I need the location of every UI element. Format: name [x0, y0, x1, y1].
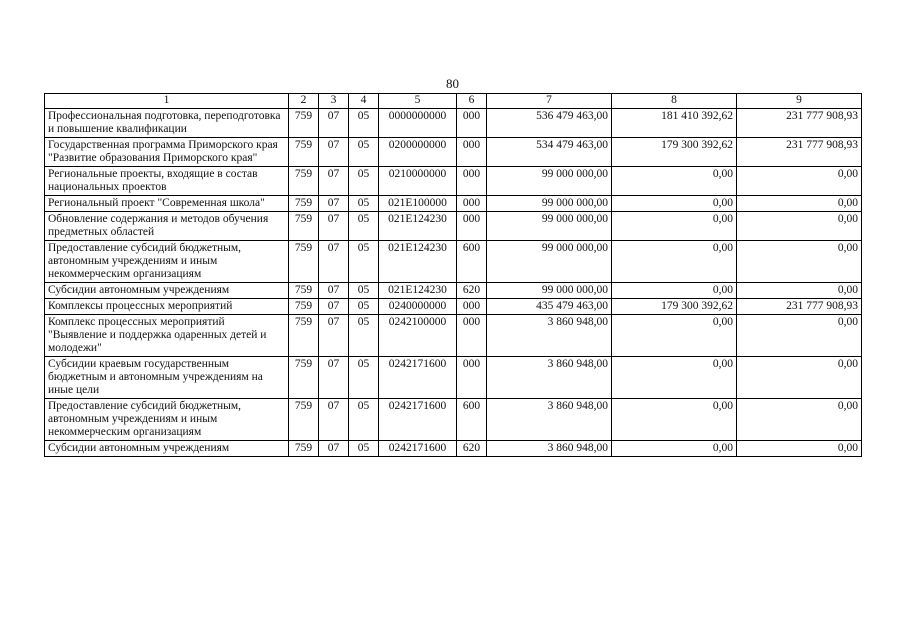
row-amount-col8-cell: 0,00: [612, 212, 737, 241]
row-amount-col7-cell: 99 000 000,00: [487, 196, 612, 212]
row-amount-col9-cell: 231 777 908,93: [737, 299, 862, 315]
row-section-cell: 07: [319, 441, 349, 457]
row-amount-col8-cell: 0,00: [612, 357, 737, 399]
table-row: [45, 441, 862, 457]
row-section-cell: 07: [319, 138, 349, 167]
row-admin-code-cell: 759: [289, 241, 319, 283]
row-name-cell: Предоставление субсидий бюджетным, автономным учреждениям и иным некоммерческим организациям: [45, 399, 289, 441]
row-subsection-cell: 05: [349, 109, 379, 138]
row-admin-code-cell: 759: [289, 196, 319, 212]
header-col-2: 2: [289, 94, 319, 109]
row-subsection-cell: 05: [349, 299, 379, 315]
row-subsection-cell: 05: [349, 441, 379, 457]
row-amount-col9-cell: 0,00: [737, 399, 862, 441]
row-name-cell: Предоставление субсидий бюджетным, автономным учреждениям и иным некоммерческим организациям: [45, 241, 289, 283]
row-amount-col9-cell: 0,00: [737, 241, 862, 283]
row-subsection-cell: 05: [349, 357, 379, 399]
row-amount-col8-cell: 0,00: [612, 315, 737, 357]
row-expense-type-cell: 600: [457, 399, 487, 441]
header-col-8: 8: [612, 94, 737, 109]
row-target-article-cell: 0242171600: [379, 357, 457, 399]
row-admin-code-cell: 759: [289, 283, 319, 299]
row-amount-col7-cell: 99 000 000,00: [487, 212, 612, 241]
row-name-cell: Комплексы процессных мероприятий: [45, 299, 289, 315]
row-amount-col8-cell: 181 410 392,62: [612, 109, 737, 138]
row-name-cell: Государственная программа Приморского края "Развитие образования Приморского края": [45, 138, 289, 167]
row-section-cell: 07: [319, 299, 349, 315]
row-target-article-cell: 021Е124230: [379, 241, 457, 283]
row-section-cell: 07: [319, 196, 349, 212]
row-target-article-cell: 0210000000: [379, 167, 457, 196]
row-amount-col9-cell: 0,00: [737, 167, 862, 196]
row-amount-col8-cell: 0,00: [612, 441, 737, 457]
row-admin-code-cell: 759: [289, 138, 319, 167]
row-expense-type-cell: 000: [457, 138, 487, 167]
row-section-cell: 07: [319, 167, 349, 196]
row-subsection-cell: 05: [349, 212, 379, 241]
row-amount-col9-cell: 0,00: [737, 196, 862, 212]
row-name-cell: Профессиональная подготовка, переподготовка и повышение квалификации: [45, 109, 289, 138]
row-name-cell: Комплекс процессных мероприятий "Выявление и поддержка одаренных детей и молодежи": [45, 315, 289, 357]
row-target-article-cell: 021Е124230: [379, 212, 457, 241]
table-row: [45, 315, 862, 357]
row-subsection-cell: 05: [349, 138, 379, 167]
table-row: [45, 399, 862, 441]
table-body: [45, 109, 862, 457]
row-section-cell: 07: [319, 399, 349, 441]
row-admin-code-cell: 759: [289, 109, 319, 138]
page-number: 80: [446, 76, 459, 91]
row-subsection-cell: 05: [349, 196, 379, 212]
row-section-cell: 07: [319, 241, 349, 283]
table-row: [45, 138, 862, 167]
row-subsection-cell: 05: [349, 315, 379, 357]
row-amount-col7-cell: 3 860 948,00: [487, 441, 612, 457]
header-col-7: 7: [487, 94, 612, 109]
row-amount-col7-cell: 99 000 000,00: [487, 241, 612, 283]
row-name-cell: Обновление содержания и методов обучения предметных областей: [45, 212, 289, 241]
row-expense-type-cell: 000: [457, 167, 487, 196]
row-expense-type-cell: 000: [457, 212, 487, 241]
row-admin-code-cell: 759: [289, 212, 319, 241]
budget-table: [44, 93, 862, 457]
row-name-cell: Субсидии автономным учреждениям: [45, 283, 289, 299]
row-target-article-cell: 0240000000: [379, 299, 457, 315]
row-admin-code-cell: 759: [289, 299, 319, 315]
row-expense-type-cell: 000: [457, 357, 487, 399]
header-col-3: 3: [319, 94, 349, 109]
row-name-cell: Субсидии краевым государственным бюджетным и автономным учреждениям на иные цели: [45, 357, 289, 399]
row-name-cell: Субсидии автономным учреждениям: [45, 441, 289, 457]
header-col-9: 9: [737, 94, 862, 109]
table-row: [45, 167, 862, 196]
row-amount-col7-cell: 534 479 463,00: [487, 138, 612, 167]
row-target-article-cell: 0242171600: [379, 441, 457, 457]
row-target-article-cell: 0000000000: [379, 109, 457, 138]
row-target-article-cell: 0200000000: [379, 138, 457, 167]
row-amount-col7-cell: 3 860 948,00: [487, 399, 612, 441]
row-target-article-cell: 021Е100000: [379, 196, 457, 212]
row-section-cell: 07: [319, 315, 349, 357]
row-amount-col8-cell: 0,00: [612, 241, 737, 283]
row-amount-col9-cell: 231 777 908,93: [737, 109, 862, 138]
row-expense-type-cell: 000: [457, 299, 487, 315]
row-section-cell: 07: [319, 283, 349, 299]
row-expense-type-cell: 620: [457, 441, 487, 457]
row-name-cell: Региональные проекты, входящие в состав национальных проектов: [45, 167, 289, 196]
header-col-4: 4: [349, 94, 379, 109]
row-amount-col9-cell: 0,00: [737, 315, 862, 357]
header-row: [45, 94, 862, 109]
row-amount-col9-cell: 0,00: [737, 441, 862, 457]
row-amount-col8-cell: 0,00: [612, 399, 737, 441]
header-col-1: 1: [45, 94, 289, 109]
row-amount-col7-cell: 536 479 463,00: [487, 109, 612, 138]
row-section-cell: 07: [319, 212, 349, 241]
row-expense-type-cell: 000: [457, 315, 487, 357]
row-amount-col9-cell: 0,00: [737, 212, 862, 241]
row-admin-code-cell: 759: [289, 441, 319, 457]
row-admin-code-cell: 759: [289, 167, 319, 196]
row-expense-type-cell: 620: [457, 283, 487, 299]
row-section-cell: 07: [319, 357, 349, 399]
row-amount-col8-cell: 179 300 392,62: [612, 299, 737, 315]
table-row: [45, 357, 862, 399]
row-subsection-cell: 05: [349, 283, 379, 299]
row-target-article-cell: 021Е124230: [379, 283, 457, 299]
table-row: [45, 109, 862, 138]
row-amount-col7-cell: 3 860 948,00: [487, 315, 612, 357]
row-admin-code-cell: 759: [289, 399, 319, 441]
table-row: [45, 241, 862, 283]
row-amount-col9-cell: 0,00: [737, 357, 862, 399]
row-subsection-cell: 05: [349, 167, 379, 196]
row-amount-col7-cell: 99 000 000,00: [487, 283, 612, 299]
row-admin-code-cell: 759: [289, 357, 319, 399]
row-admin-code-cell: 759: [289, 315, 319, 357]
row-expense-type-cell: 000: [457, 196, 487, 212]
header-col-6: 6: [457, 94, 487, 109]
row-subsection-cell: 05: [349, 399, 379, 441]
table-row: [45, 212, 862, 241]
row-amount-col7-cell: 435 479 463,00: [487, 299, 612, 315]
row-amount-col7-cell: 99 000 000,00: [487, 167, 612, 196]
row-expense-type-cell: 000: [457, 109, 487, 138]
row-amount-col9-cell: 0,00: [737, 283, 862, 299]
row-amount-col8-cell: 179 300 392,62: [612, 138, 737, 167]
table-row: [45, 299, 862, 315]
row-section-cell: 07: [319, 109, 349, 138]
row-target-article-cell: 0242100000: [379, 315, 457, 357]
row-amount-col9-cell: 231 777 908,93: [737, 138, 862, 167]
row-subsection-cell: 05: [349, 241, 379, 283]
row-amount-col8-cell: 0,00: [612, 283, 737, 299]
row-amount-col8-cell: 0,00: [612, 167, 737, 196]
row-target-article-cell: 0242171600: [379, 399, 457, 441]
row-amount-col7-cell: 3 860 948,00: [487, 357, 612, 399]
row-expense-type-cell: 600: [457, 241, 487, 283]
row-amount-col8-cell: 0,00: [612, 196, 737, 212]
table-row: [45, 283, 862, 299]
table-row: [45, 196, 862, 212]
row-name-cell: Региональный проект "Современная школа": [45, 196, 289, 212]
header-col-5: 5: [379, 94, 457, 109]
